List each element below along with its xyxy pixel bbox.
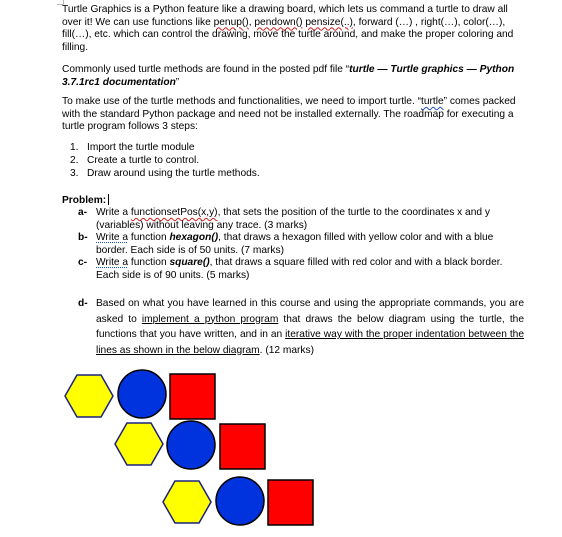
intro-sep1: , xyxy=(248,16,255,28)
item-c-pre: Write a xyxy=(96,257,129,268)
diagram-row xyxy=(115,421,265,469)
blue-circle xyxy=(118,370,166,418)
item-b-post: , that draws a hexagon filled with yellow color and with a blue border. Each side is of 50 units. (7 marks) xyxy=(96,232,494,256)
square-fn: square() xyxy=(169,257,210,268)
blue-circle xyxy=(216,477,264,525)
yellow-hexagon xyxy=(115,423,163,465)
item-marker: b- xyxy=(78,232,88,243)
item-c-post: , that draws a square filled with red color and with a black border. Each side is of 90 units. (5 marks) xyxy=(96,257,503,281)
item-marker: d- xyxy=(78,298,88,309)
item-b-pre: Write a xyxy=(96,232,129,243)
pensize-fn: pensize(..) xyxy=(305,16,353,28)
red-square xyxy=(268,480,313,525)
step-text: Draw around using the turtle methods. xyxy=(87,168,260,179)
penup-fn: penup() xyxy=(213,16,249,28)
red-square xyxy=(220,424,265,469)
doc-title: turtle — Turtle graphics — Python 3.7.1rc1 documentation xyxy=(62,64,515,88)
diagram-row xyxy=(65,370,215,419)
item-marker: c- xyxy=(78,257,88,268)
item-marker: a- xyxy=(78,207,88,218)
intro-lead: Turtle Graphics is a Python feature like a drawing board, which lets us command a turtle to draw all over it! We can use functions like xyxy=(62,4,508,28)
item-d-t1: Based on what you have learned in this course and using the appropriate commands, you are asked to xyxy=(96,298,524,325)
setpos-fn: functionsetPos(x,y) xyxy=(130,207,218,218)
step-number: 1. xyxy=(70,142,79,153)
yellow-hexagon xyxy=(65,375,113,417)
import-rest: ” comes packed with the standard Python package and need not be installed externally. The roadmap for executing a turtle program follows 3 steps: xyxy=(62,96,516,133)
pendown-fn: pendown() xyxy=(254,16,303,28)
red-square xyxy=(170,374,215,419)
methods-lead: Commonly used turtle methods are found in the posted pdf file “ xyxy=(62,64,350,75)
item-d-u2: iterative way with the proper indentation between the lines as shown in the below diagram xyxy=(96,329,524,356)
turtle-word: turtle xyxy=(421,96,444,107)
intro-rest: , forward (…) , right(…), color(…), fill(…), etc. which can control the drawing, move the turtle around, and make the proper coloring and filling. xyxy=(62,16,514,53)
hexagon-fn: hexagon() xyxy=(169,232,219,243)
step-number: 3. xyxy=(70,168,79,179)
item-d-t3: . (12 marks) xyxy=(259,344,315,356)
step-number: 2. xyxy=(70,155,79,166)
diagram-row xyxy=(163,477,313,525)
item-d-t2: that draws the below diagram using the turtle, the functions that you have written, and in an xyxy=(96,313,525,340)
blue-circle xyxy=(167,421,215,469)
methods-tail: ” xyxy=(175,76,180,88)
yellow-hexagon xyxy=(163,481,211,523)
item-d-u1: implement a python program xyxy=(141,313,279,325)
step-text: Create a turtle to control. xyxy=(87,155,200,166)
item-c-mid: function xyxy=(128,257,170,268)
item-b-mid: function xyxy=(128,232,170,243)
problem-title-text: Problem: xyxy=(62,195,107,206)
item-a-post: , that sets the position of the turtle to the coordinates x and y (variables) without leaving any trace. (3 marks) xyxy=(96,207,490,231)
step-text: Import the turtle module xyxy=(87,142,195,153)
item-a-pre: Write a xyxy=(96,207,131,218)
import-lead: To make use of the turtle methods and functionalities, we need to import turtle. “ xyxy=(62,96,422,107)
